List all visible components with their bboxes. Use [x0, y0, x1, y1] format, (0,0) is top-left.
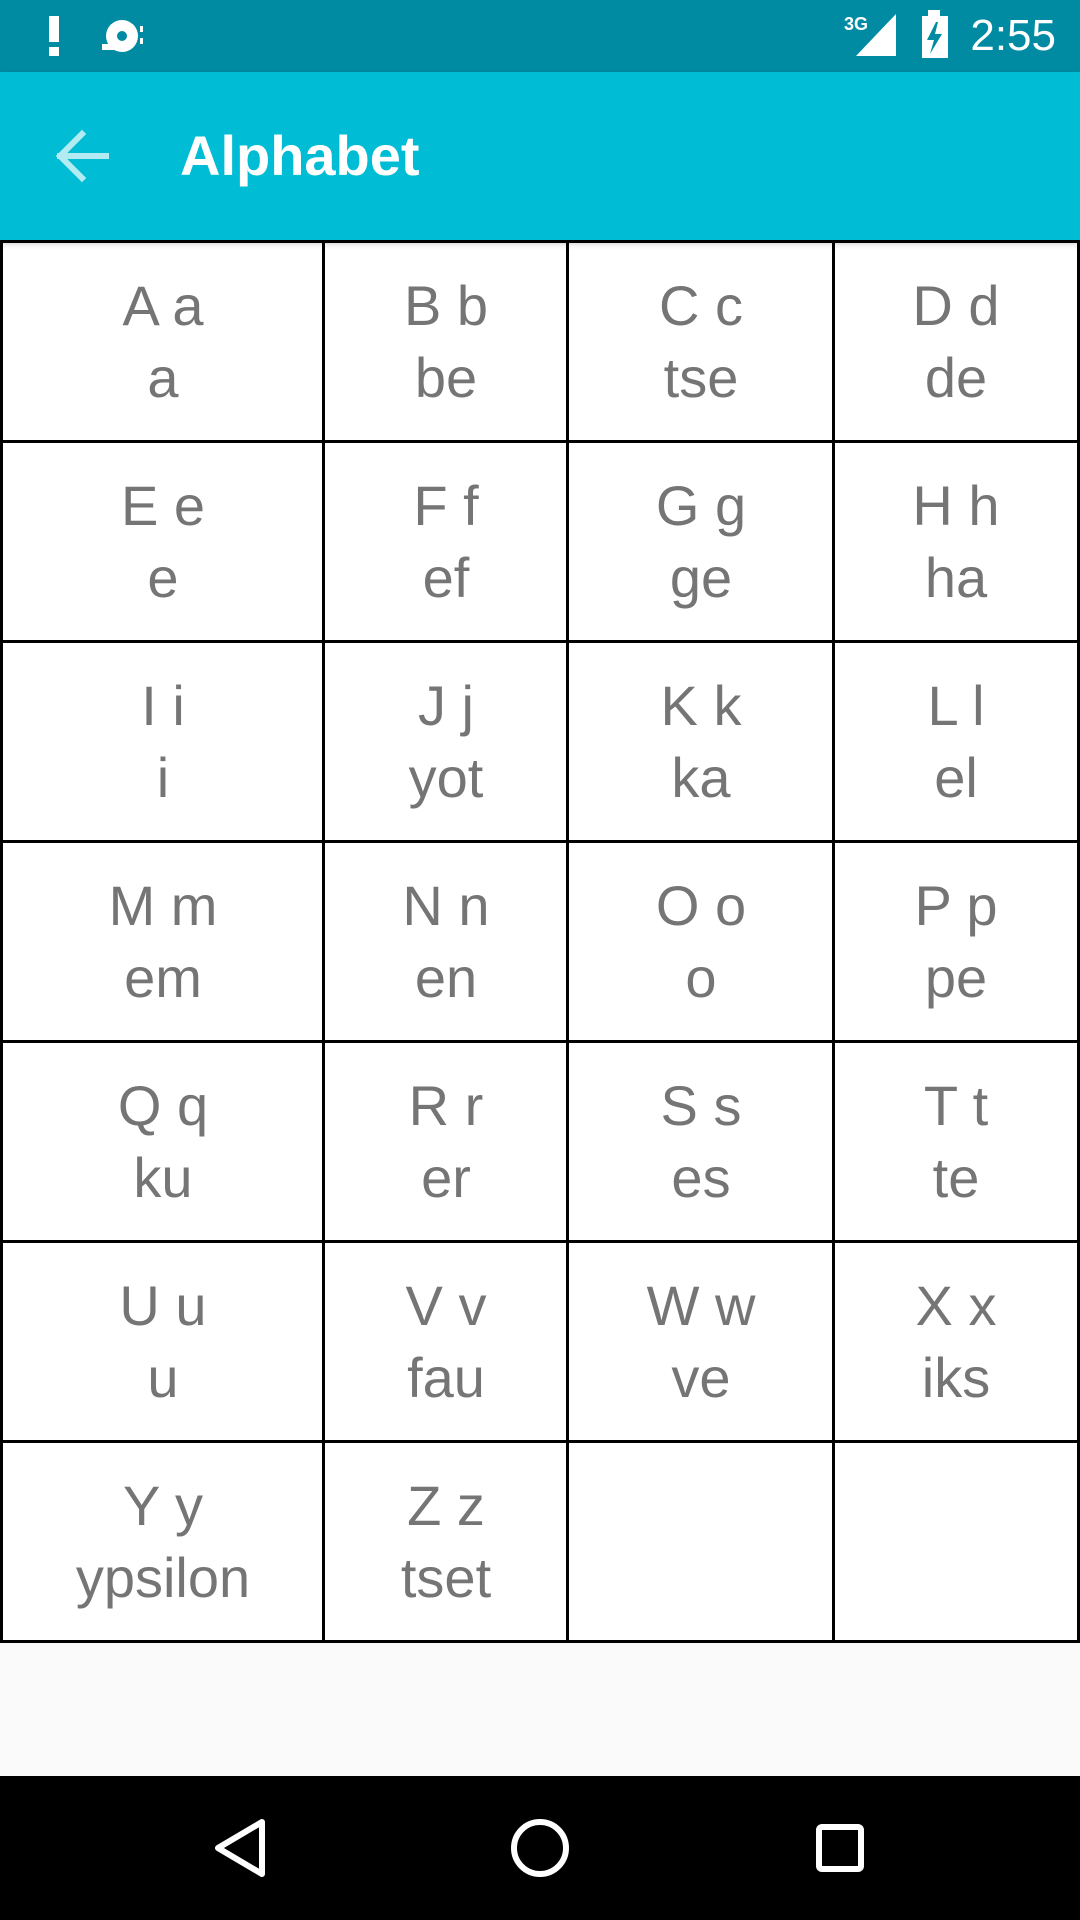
letter-pair: O o [655, 873, 747, 937]
letter-name: iks [921, 1345, 991, 1409]
letter-name: ge [669, 545, 733, 609]
letter-name: te [932, 1145, 980, 1209]
letter-pair: F f [413, 473, 479, 537]
alphabet-cell[interactable] [566, 640, 836, 843]
alphabet-cell[interactable] [322, 440, 570, 643]
letter-pair: J j [418, 673, 474, 737]
letter-pair: I i [141, 673, 185, 737]
letter-pair: V v [405, 1273, 487, 1337]
letter-name: ka [671, 745, 731, 809]
letter-pair: C c [659, 273, 743, 337]
alphabet-cell[interactable] [566, 1040, 836, 1243]
status-clock: 2:55 [970, 11, 1056, 60]
letter-pair: G g [655, 473, 747, 537]
letter-name: tse [663, 345, 739, 409]
letter-name: be [414, 345, 478, 409]
alphabet-cell[interactable] [832, 840, 1080, 1043]
letter-pair: Z z [407, 1473, 485, 1537]
sync-icon [102, 0, 152, 72]
app-bar [0, 72, 1080, 240]
letter-name: en [414, 945, 478, 1009]
arrow-back-icon [40, 112, 128, 200]
alphabet-cell[interactable] [322, 840, 570, 1043]
alphabet-cell[interactable] [566, 1240, 836, 1443]
letter-name: es [671, 1145, 731, 1209]
letter-pair: B b [403, 273, 489, 337]
alphabet-cell[interactable] [322, 1240, 570, 1443]
letter-name: tset [400, 1545, 492, 1609]
navigation-bar [0, 1776, 1080, 1920]
letter-pair: H h [912, 473, 1000, 537]
letter-name: ha [924, 545, 988, 609]
letter-name: pe [924, 945, 988, 1009]
alphabet-cell[interactable] [832, 440, 1080, 643]
alphabet-cell[interactable] [832, 1040, 1080, 1243]
network-type-label: 3G [844, 14, 869, 34]
letter-pair: R r [408, 1073, 484, 1137]
alphabet-cell[interactable] [322, 1040, 570, 1243]
letter-pair: K k [660, 673, 742, 737]
letter-pair: N n [402, 873, 490, 937]
letter-name: er [421, 1145, 471, 1209]
letter-pair: L l [927, 673, 985, 737]
letter-name: u [147, 1345, 179, 1409]
letter-name: yot [408, 745, 484, 809]
status-bar [0, 0, 1080, 72]
letter-pair: D d [912, 273, 1000, 337]
alphabet-cell[interactable] [832, 240, 1080, 443]
alphabet-cell[interactable] [566, 440, 836, 643]
alphabet-cell[interactable] [566, 840, 836, 1043]
home-circle-icon[interactable] [490, 1798, 590, 1898]
alphabet-cell[interactable] [566, 240, 836, 443]
alphabet-cell[interactable] [322, 240, 570, 443]
letter-name: o [685, 945, 717, 1009]
letter-pair: Q q [117, 1073, 209, 1137]
letter-pair: E e [120, 473, 206, 537]
letter-name: e [147, 545, 179, 609]
alphabet-cell[interactable] [0, 1240, 326, 1443]
letter-pair: M m [108, 873, 218, 937]
letter-pair: S s [660, 1073, 742, 1137]
letter-pair: U u [119, 1273, 207, 1337]
letter-pair: A a [122, 273, 204, 337]
alphabet-cell[interactable] [832, 1240, 1080, 1443]
battery-charging-icon [918, 0, 952, 72]
letter-name: ef [422, 545, 470, 609]
letter-name: fau [407, 1345, 485, 1409]
letter-name: el [934, 745, 978, 809]
page-title: Alphabet [180, 124, 420, 187]
letter-name: de [924, 345, 988, 409]
letter-name: ve [671, 1345, 731, 1409]
alphabet-cell[interactable] [0, 440, 326, 643]
recents-square-icon[interactable] [790, 1798, 890, 1898]
letter-name: i [156, 745, 170, 809]
signal-icon [840, 0, 900, 72]
letter-pair: T t [923, 1073, 989, 1137]
letter-pair: Y y [123, 1473, 203, 1537]
alphabet-cell[interactable] [322, 640, 570, 843]
letter-name: em [124, 945, 202, 1009]
letter-name: a [147, 345, 179, 409]
alphabet-cell[interactable] [832, 640, 1080, 843]
alert-icon [40, 0, 70, 72]
alphabet-cell[interactable] [0, 1440, 326, 1643]
alphabet-cell[interactable] [832, 1440, 1080, 1643]
alphabet-cell[interactable] [322, 1440, 570, 1643]
alphabet-cell[interactable] [566, 1440, 836, 1643]
letter-name: ypsilon [75, 1545, 251, 1609]
alphabet-cell[interactable] [0, 1040, 326, 1243]
back-triangle-icon[interactable] [190, 1798, 290, 1898]
alphabet-cell[interactable] [0, 840, 326, 1043]
alphabet-cell[interactable] [0, 240, 326, 443]
alphabet-cell[interactable] [0, 640, 326, 843]
back-button[interactable] [40, 112, 128, 200]
letter-name: ku [133, 1145, 193, 1209]
letter-pair: P p [914, 873, 998, 937]
letter-pair: X x [915, 1273, 997, 1337]
alphabet-grid [0, 240, 1080, 1640]
letter-pair: W w [646, 1273, 756, 1337]
